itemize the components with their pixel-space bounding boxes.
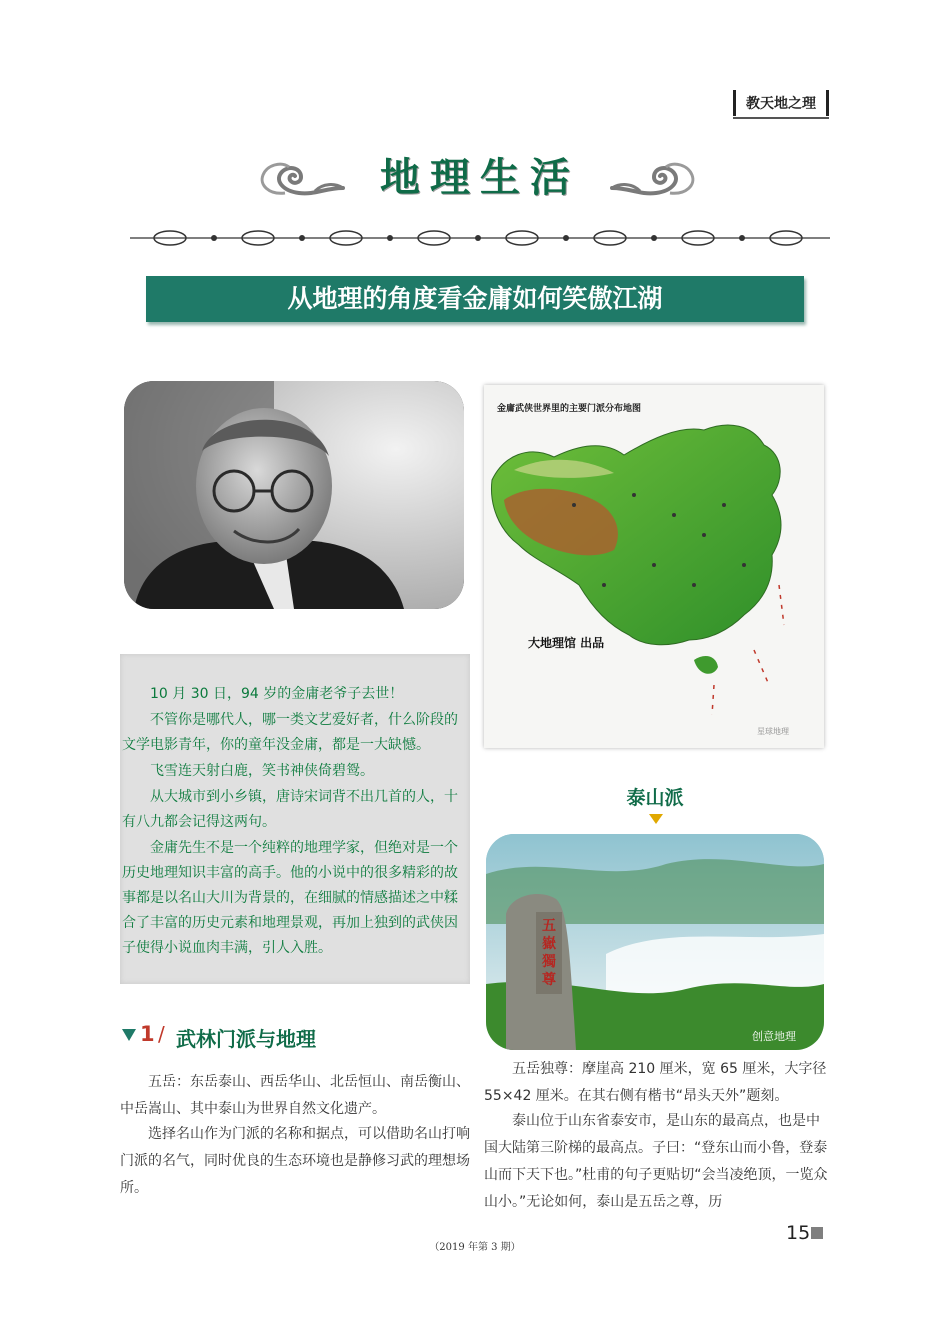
section-slash: / <box>158 1022 165 1046</box>
body-paragraph: 泰山位于山东省泰安市，是山东的最高点，也是中国大陆第三阶梯的最高点。子曰：“登东山而小鲁，登泰山而下天下也。”杜甫的句子更贴切“会当凌绝顶，一览众山小。”无论如何，泰山是五岳之尊，历 <box>484 1113 828 1210</box>
intro-paragraph: 10 月 30 日，94 岁的金庸老爷子去世！ <box>150 686 404 702</box>
article-title: 从地理的角度看金庸如何笑傲江湖 <box>287 284 663 313</box>
map-credit: 大地理馆 出品 <box>528 636 605 650</box>
intro-paragraph: 不管你是哪代人，哪一类文艺爱好者，什么阶段的文学电影青年，你的童年没金庸，都是一大缺憾。 <box>122 712 458 753</box>
svg-text:嶽: 嶽 <box>542 936 556 952</box>
section-heading: 武林门派与地理 <box>176 1027 316 1051</box>
map-watermark: 星球地理 <box>757 727 789 736</box>
section-title: 地理生活 <box>380 154 580 201</box>
photo-watermark: 创意地理 <box>752 1030 796 1043</box>
running-header-rule <box>733 117 829 119</box>
body-paragraph: 五岳：东岳泰山、西岳华山、北岳恒山、南岳衡山、中岳嵩山、其中泰山为世界自然文化遗产。 <box>120 1074 470 1117</box>
running-header: 教天地之理 <box>733 90 829 116</box>
svg-text:獨: 獨 <box>542 954 556 970</box>
footer-issue: （2019 年第 3 期） <box>429 1242 521 1253</box>
map-card <box>484 385 824 748</box>
taishan-label: 泰山派 <box>626 787 684 809</box>
body-paragraph: 选择名山作为门派的名称和据点，可以借助名山打响门派的名气，同时优良的生态环境也是静修习武的理想场所。 <box>120 1126 470 1196</box>
body-paragraph: 五岳独尊：摩崖高 210 厘米，宽 65 厘米，大字径 55×42 厘米。在其右侧有楷书“昂头天外”题刻。 <box>484 1061 827 1104</box>
taishan-photo <box>486 834 824 1050</box>
cloud-right-icon <box>610 153 700 203</box>
intro-paragraph: 金庸先生不是一个纯粹的地理学家，但绝对是一个历史地理知识丰富的高手。他的小说中的很多精彩的故事都是以名山大川为背景的，在细腻的情感描述之中糅合了丰富的历史元素和地理景观，再加上独到的武侠因子使得小说血肉丰满，引人入胜。 <box>122 840 458 956</box>
portrait-photo <box>124 381 464 609</box>
down-triangle-icon <box>122 1029 136 1041</box>
page-square-icon <box>811 1227 823 1239</box>
intro-paragraph: 飞雪连天射白鹿，笑书神侠倚碧鸳。 <box>150 763 374 779</box>
page-number: 15 <box>786 1222 811 1244</box>
svg-text:尊: 尊 <box>542 972 556 988</box>
section-number: 1 <box>140 1022 155 1046</box>
svg-text:五: 五 <box>542 918 556 934</box>
ornament-band <box>130 228 830 248</box>
down-triangle-icon <box>649 814 663 824</box>
map-title: 金庸武侠世界里的主要门派分布地图 <box>497 404 642 414</box>
cloud-left-icon <box>255 153 345 203</box>
intro-paragraph: 从大城市到小乡镇，唐诗宋词背不出几首的人，十有八九都会记得这两句。 <box>122 789 458 830</box>
